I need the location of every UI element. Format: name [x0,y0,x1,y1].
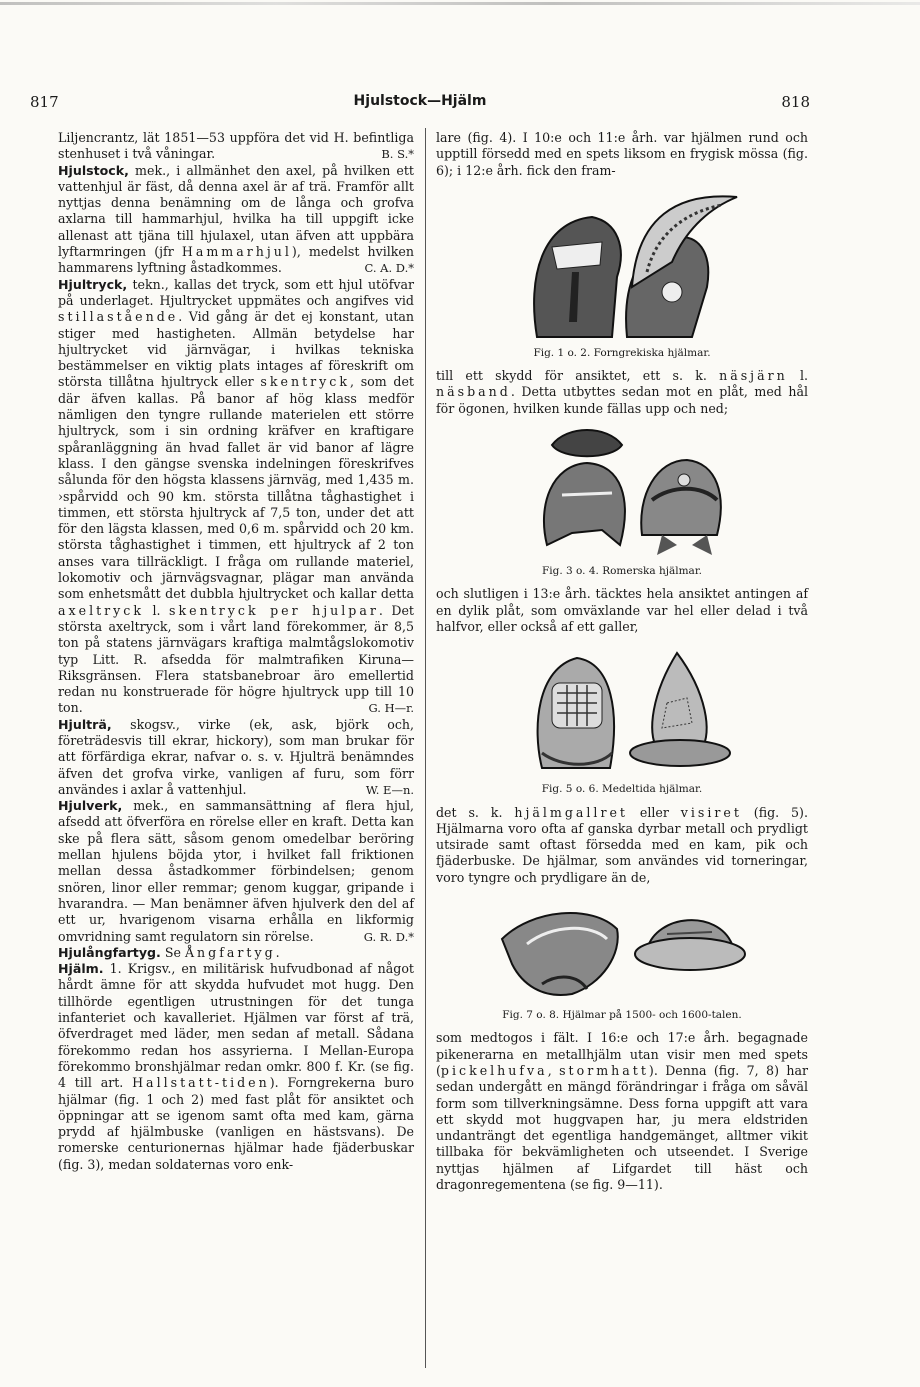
left-column [58,130,414,1173]
entry-hjulangfartyg: Hjulångfartyg. Se Ångfartyg. [58,944,280,960]
headword: Hjulstock, [58,162,129,178]
renaissance-helmets-illustration [482,894,762,1004]
greek-helmets-illustration [497,187,747,342]
figure-caption: Fig. 1 o. 2. Forngrekiska hjälmar. [533,346,711,359]
page-number-left: 817 [30,93,59,111]
paragraph: det s. k. hjälmgallret eller visiret (fig. 5). Hjälmarna voro ofta af ganska dyrbar metall och prydligt utsirade samt oftast försedda med en kam, pik och fjäderbuske. De hjälmar, som användes vid torneringar, voro tyngre och prydligare än de, [436,804,808,885]
paragraph: lare (fig. 4). I 10:e och 11:e årh. var hjälmen rund och upptill försedd med en spets liksom en frygisk mössa (fig. 6); i 12:e årh. fick den fram- [436,130,808,178]
figure-caption: Fig. 7 o. 8. Hjälmar på 1500- och 1600-talen. [502,1009,742,1022]
page-header [30,93,810,113]
figure-greek-helmets [436,187,808,361]
signature: G. R. D.* [363,929,414,944]
headword: Hjulträ, [58,716,112,732]
signature: B. S.* [381,147,414,162]
top-scan-line [0,2,920,5]
figure-caption: Fig. 3 o. 4. Romerska hjälmar. [541,565,703,578]
column-divider [425,128,426,1368]
page-number-right: 818 [781,93,810,111]
headword: Hjultryck, [58,276,128,292]
signature: C. A. D.* [364,261,414,276]
running-head: Hjulstock—Hjälm [353,93,487,109]
paragraph: som medtogos i fält. I 16:e och 17:e årh. begagnade pikenerarna en metallhjälm utan visir men med spets (pickelhufva, stormhatt). Denna (fig. 7, 8) har sedan undergått en mängd förändringar i fråga om såväl form som tillverkningsämne. Dess forna uppgift att vara ett skydd mot huggvapen har, ju mera eldstriden undanträngt det egentliga handgemänget, alltmer vikit tillbaka för bekvämligheten och utseendet. I Sverige nyttjas hjälmen af Lifgardet till häst och dragonregementena (se fig. 9—11). [436,1030,809,1193]
entry-hjultryck: Hjultryck, tekn., kallas det tryck, som ett hjul utöfvar på underlaget. Hjultrycket uppmätes och angifves vid stillastående. Vid gång är det ej konstant, utan stiger med hastigheten. Allmän betydelse har hjultrycket vid järnvägar, i hvilkas tekniska bestämmelser en viktig plats intages af föreskrift om största tillåtna hjultryck eller skentryck, som det där äfven kallas. På banor af hög klass medför nämligen den tyngre rullande materielen ett större hjultryck, som i sin ordning kräfver en kraftigare spåranläggning än hvad fallet är vid banor af lägre klass. I den gängse svenska indelningen föreskrifves sålunda för den högsta klassens järnväg, med 1,435 m. ›spårvidd och 90 km. största tillåtna tåghastighet i timmen, ett största hjultryck af 7,5 ton, under det att för den lägsta klassen, med 0,6 m. spårvidd och 20 km. största tåghastighet i timmen, ett hjultryck af 2 ton anses vara tillräckligt. I fråga om rullande materiel, lokomotiv och järnvägsvagnar, plägar man använda som enhetsmått det dubbla hjultrycket och kallar detta axeltryck l. skentryck per hjulpar. Det största axeltryck, som i vårt land förekommer, är 8,5 ton på statens järnvägars kraftiga malmtågslokomotiv typ Litt. R. afsedda för malmtrafiken Kiruna—Riksgränsen. Flera statsbanebroar äro emellertid redan nu konstruerade för högre hjultryck upp till 10 ton. G. H—r. [58,276,414,716]
entry-hjulverk: Hjulverk, mek., en sammansättning af flera hjul, afsedd att öfverföra en rörelse eller en kraft. Detta kan ske på flera sätt, såsom genom omedelbar beröring mellan hjulens böjda ytor, i hvilket fall friktionen mellan dessa åstadkommer förbindelsen; genom snören, linor eller remmar; genom kuggar, gripande i hvarandra. — Man benämner äfven hjulverk den del af ett ur, hvarigenom visarna erhålla en likformig omvridning samt regulatorn sin rörelse. G. R. D.* [58,798,414,944]
figure-medieval-helmets [436,643,808,797]
headword: Hjulverk, [58,798,123,814]
paragraph: till ett skydd för ansiktet, ett s. k. näsjärn l. näsband. Detta utbyttes sedan mot en plåt, med hål för ögonen, hvilken kunde fällas upp och ned; [436,368,808,416]
entry-hjulstock: Hjulstock, mek., i allmänhet den axel, på hvilken ett vattenhjul är fäst, då denna axel är af trä. Framför allt nyttjas denna benämning om de långa och grofva axlarna till hammarhjul, hvilka ha till uppgift icke allenast att tjäna till hjulaxel, utan äfven att uppbära lyftarmringen (jfr Hammarhjul), medelst hvilken hammarens lyftning åstadkommes. C. A. D.* [58,162,414,276]
headword: Hjälm. [58,961,104,977]
right-column [436,130,808,1193]
entry-hjalm: Hjälm. 1. Krigsv., en militärisk hufvudbonad af något hårdt ämne för att skydda hufvudet mot hugg. Den tillhörde egentligen utrustningen för det tunga infanteriet och kavalleriet. Hjälmen var först af trä, öfverdraget med läder, men sedan af metall. Sådana förekommo redan hos assyrierna. I Mellan-Europa förekommo bronshjälmar redan omkr. 800 f. Kr. (se fig. 4 till art. Hallstatt-tiden). Forngrekerna buro hjälmar (fig. 1 och 2) med fast plåt för ansiktet och öppningar att se igenom samt ofta med kam, gärna prydd af hjälmbuske (vanligen en hästsvans). De romerske centurionernas hjälmar hade fjäderbuskar (fig. 3), medan soldaternas voro enk- [58,961,415,1172]
figure-renaissance-helmets [436,894,808,1023]
figure-caption: Fig. 5 o. 6. Medeltida hjälmar. [541,783,703,796]
signature: W. E—n. [365,782,414,797]
entry-hjultra: Hjulträ, skogsv., virke (ek, ask, björk och, företrädesvis till ekrar, hickory), som man brukar för att förfärdiga ekrar, nafvar o. s. v. Hjulträ benämndes äfven det grofva virke, vanligen af furu, som förr användes i axlar å vattenhjul. W. E—n. [58,716,414,797]
paragraph: och slutligen i 13:e årh. täcktes hela ansiktet antingen af en dylik plåt, som omväxlande var hel eller delad i två halfvor, eller också af ett galler, [436,586,808,634]
headword: Hjulångfartyg. [58,944,161,960]
figure-roman-helmets [436,425,808,579]
roman-helmets-illustration [512,425,732,560]
medieval-helmets-illustration [502,643,742,778]
signature: G. H—r. [368,701,414,716]
entry-continuation: Liljencrantz, lät 1851—53 uppföra det vid H. befintliga stenhuset i två våningar. B. S.* [58,130,414,162]
